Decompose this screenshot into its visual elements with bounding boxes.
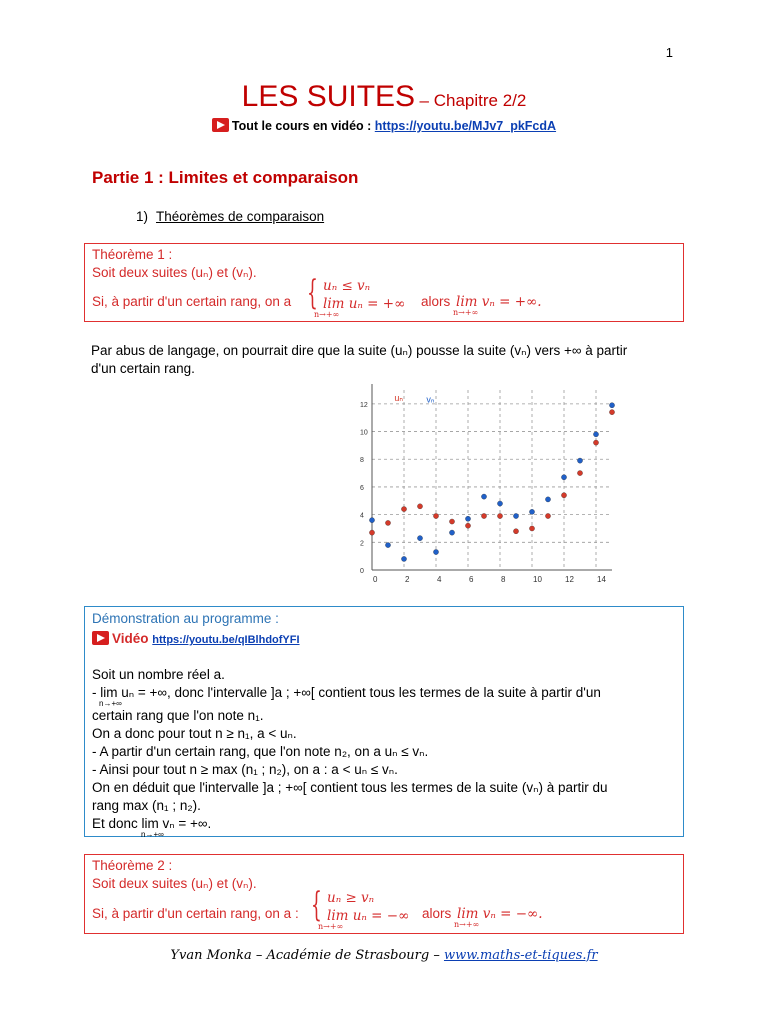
- theorem1-box: [84, 243, 684, 322]
- youtube-play-icon: [212, 118, 229, 132]
- data-point-v: [401, 556, 406, 561]
- x-tick-label: 6: [469, 575, 474, 584]
- demo-line-2a: - lim uₙ = +∞, donc l'intervalle ]a ; +∞[ contient tous les termes de la suite à partir d'un: [92, 685, 601, 700]
- y-tick-label: 10: [360, 429, 368, 437]
- y-tick-label: 8: [360, 457, 364, 465]
- demo-line-5: - Ainsi pour tout n ≥ max (n₁ ; n₂), on a : a < uₙ ≤ vₙ.: [92, 762, 398, 777]
- data-point-v: [577, 458, 582, 463]
- paragraph-line1: Par abus de langage, on pourrait dire que la suite (uₙ) pousse la suite (vₙ) vers +∞ à partir: [91, 343, 628, 358]
- data-point-u: [561, 493, 566, 498]
- theorem1-cond1: uₙ ≤ vₙ: [323, 278, 371, 294]
- demonstration-video-link[interactable]: https://youtu.be/qIBlhdofYFI: [152, 634, 300, 646]
- theorem2-line1: Soit deux suites (uₙ) et (vₙ).: [92, 876, 257, 891]
- x-tick-label: 2: [405, 575, 410, 584]
- data-point-u: [385, 520, 390, 525]
- data-point-u: [481, 513, 486, 518]
- demo-line-2b: certain rang que l'on note n₁.: [92, 708, 264, 723]
- data-point-v: [369, 518, 374, 523]
- legend-u: uₙ: [394, 393, 403, 404]
- data-point-v: [529, 509, 534, 514]
- theorem1-brace: {: [307, 273, 318, 313]
- data-point-u: [497, 513, 502, 518]
- scatter-chart: [355, 378, 617, 588]
- data-point-v: [433, 549, 438, 554]
- data-point-v: [497, 501, 502, 506]
- data-point-v: [593, 432, 598, 437]
- demo-lim-sub-2: n→+∞: [141, 830, 164, 839]
- y-tick-label: 0: [360, 568, 364, 575]
- theorem1-conclusion: lim vₙ = +∞.: [456, 294, 542, 310]
- section-heading: [136, 209, 324, 224]
- data-point-u: [465, 523, 470, 528]
- footer-text: Yvan Monka – Académie de Strasbourg –: [170, 948, 440, 963]
- theorem1-then: alors: [421, 294, 451, 309]
- data-point-v: [465, 516, 470, 521]
- y-tick-label: 4: [360, 512, 364, 520]
- document-title: [0, 80, 768, 114]
- footer-link[interactable]: www.maths-et-tiques.fr: [443, 948, 598, 963]
- theorem2-heading: Théorème 2 :: [92, 858, 173, 873]
- theorem2-lim-sub: n→+∞: [318, 922, 344, 931]
- demonstration-heading: Démonstration au programme :: [92, 611, 279, 626]
- demo-lim-sub-1: n→+∞: [99, 699, 122, 708]
- demo-line-6a: On en déduit que l'intervalle ]a ; +∞[ contient tous les termes de la suite (vₙ) à partir du: [92, 780, 608, 795]
- x-tick-label: 8: [501, 575, 506, 584]
- theorem2-cond1: uₙ ≥ vₙ: [327, 890, 375, 906]
- demo-line-7: Et donc lim vₙ = +∞.: [92, 816, 212, 831]
- legend-v: vₙ: [426, 394, 435, 405]
- theorem1-conclusion-sub: n→+∞: [453, 308, 479, 317]
- data-point-v: [609, 403, 614, 408]
- demo-line-6b: rang max (n₁ ; n₂).: [92, 798, 201, 813]
- x-tick-label: 12: [565, 575, 574, 584]
- theorem2-cond2: lim uₙ = −∞: [327, 908, 410, 924]
- data-point-u: [513, 529, 518, 534]
- data-point-u: [577, 470, 582, 475]
- x-tick-label: 14: [597, 575, 606, 584]
- theorem2-box: [84, 854, 684, 934]
- course-video-label: Tout le cours en vidéo :: [231, 119, 372, 133]
- theorem1-line2: Si, à partir d'un certain rang, on a: [92, 294, 292, 309]
- theorem1-cond2: lim uₙ = +∞: [323, 296, 406, 312]
- theorem2-conclusion-sub: n→+∞: [454, 920, 480, 929]
- theorem2-brace: {: [311, 885, 322, 925]
- data-point-u: [369, 530, 374, 535]
- demo-line-4: - A partir d'un certain rang, que l'on note n₂, on a uₙ ≤ vₙ.: [92, 744, 429, 759]
- youtube-play-icon: [92, 631, 109, 645]
- theorem1-heading: Théorème 1 :: [92, 247, 173, 262]
- data-point-v: [481, 494, 486, 499]
- demonstration-video-label: Vidéo: [112, 631, 149, 646]
- theorem2-then: alors: [422, 906, 452, 921]
- theorem1-line1: Soit deux suites (uₙ) et (vₙ).: [92, 265, 257, 280]
- data-point-u: [401, 506, 406, 511]
- demo-line-3: On a donc pour tout n ≥ n₁, a < uₙ.: [92, 726, 297, 741]
- data-point-v: [417, 536, 422, 541]
- x-tick-label: 4: [437, 575, 442, 584]
- theorem2-conclusion: lim vₙ = −∞.: [457, 906, 543, 922]
- data-point-u: [417, 504, 422, 509]
- demonstration-box: [84, 606, 684, 837]
- demo-line-1: Soit un nombre réel a.: [92, 667, 225, 682]
- theorem1-lim-sub: n→+∞: [314, 310, 340, 319]
- y-tick-label: 2: [360, 540, 364, 548]
- y-tick-label: 12: [360, 401, 368, 409]
- footer: [0, 948, 768, 963]
- title-chapter: – Chapitre 2/2: [419, 91, 527, 110]
- part1-title: Partie 1 : Limites et comparaison: [92, 168, 359, 187]
- data-point-v: [449, 530, 454, 535]
- demonstration-video-line: [92, 631, 300, 646]
- data-point-u: [433, 513, 438, 518]
- data-point-u: [609, 410, 614, 415]
- data-point-u: [545, 513, 550, 518]
- course-video-link[interactable]: https://youtu.be/MJv7_pkFcdA: [374, 119, 557, 133]
- section-number: 1): [136, 209, 149, 224]
- data-point-u: [529, 526, 534, 531]
- page-number: 1: [665, 45, 673, 60]
- data-point-u: [593, 440, 598, 445]
- data-point-v: [513, 513, 518, 518]
- section-title: Théorèmes de comparaison: [156, 209, 325, 224]
- data-point-v: [385, 542, 390, 547]
- paragraph-line2: d'un certain rang.: [91, 361, 195, 376]
- data-point-v: [545, 497, 550, 502]
- theorem2-line2: Si, à partir d'un certain rang, on a :: [92, 906, 299, 921]
- x-tick-label: 0: [373, 575, 378, 584]
- y-tick-label: 6: [360, 484, 364, 492]
- title-main: LES SUITES: [241, 80, 416, 113]
- data-point-v: [561, 475, 566, 480]
- data-point-u: [449, 519, 454, 524]
- x-tick-label: 10: [533, 575, 542, 584]
- course-video-line: [0, 118, 768, 133]
